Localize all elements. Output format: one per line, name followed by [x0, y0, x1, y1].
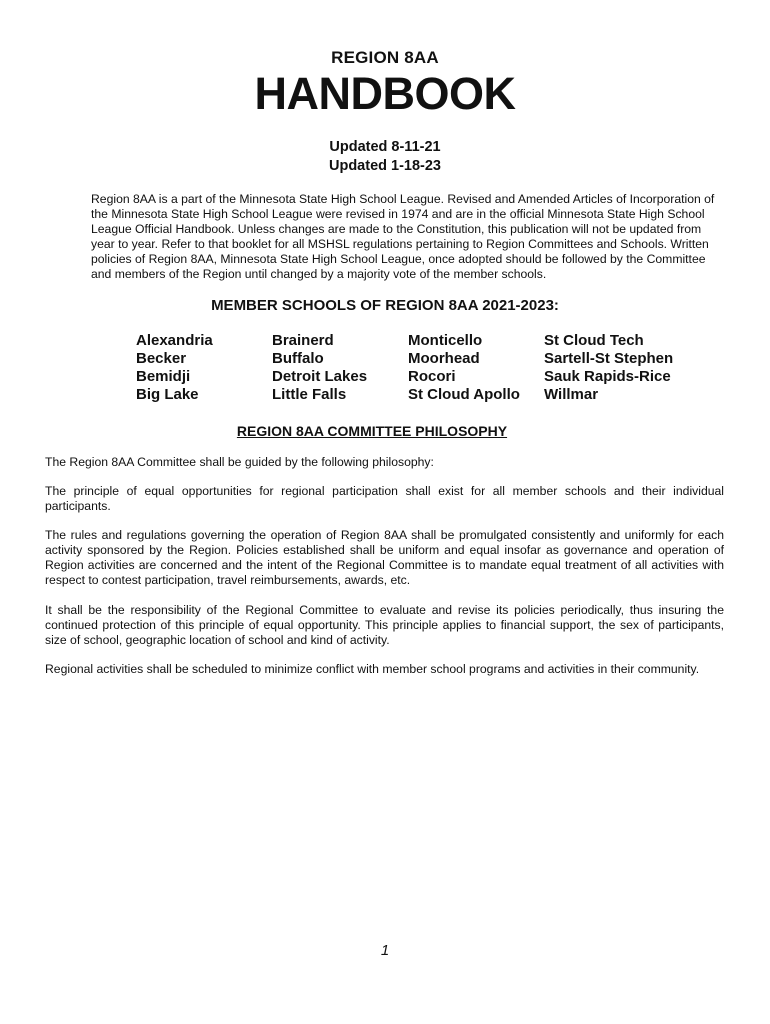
page-number: 1: [380, 942, 390, 959]
school-name: St Cloud Apollo: [408, 386, 520, 403]
school-name: Sauk Rapids-Rice: [544, 368, 671, 385]
school-name: Willmar: [544, 386, 599, 403]
philosophy-heading: REGION 8AA COMMITTEE PHILOSOPHY: [236, 423, 508, 439]
school-name: Little Falls: [272, 386, 347, 403]
updated-date-2: Updated 1-18-23: [328, 158, 441, 174]
intro-paragraph: Region 8AA is a part of the Minnesota State High School League. Revised and Amended Articles of Incorporation of the Minnesota State High School League were revised in 1974 and are in the official Minnesota State High School League Official Handbook. Unless changes are made to the Constitution, this publication will not be updated from year to year. Refer to that booklet for all MSHSL regulations pertaining to Region Committees and Schools. Written policies of Region 8AA, Minnesota State High School League, once adopted should be followed by the Committee and members of the Region until changed by a majority vote of the member schools.: [91, 192, 715, 281]
updated-date-1: Updated 8-11-21: [329, 139, 441, 155]
member-schools-heading: MEMBER SCHOOLS OF REGION 8AA 2021-2023:: [211, 297, 559, 314]
school-name: Sartell-St Stephen: [544, 350, 674, 367]
school-name: St Cloud Tech: [544, 332, 644, 349]
school-name: Monticello: [408, 332, 483, 349]
philosophy-paragraph-rules: The rules and regulations governing the operation of Region 8AA shall be promulgated consistently and uniformly for each activity sponsored by the Region. Policies established shall be uniform and equal insofar as governance and operation of Region activities are concerned and the intent of the Regional Committee is to mandate equal treatment of all activities with respect to contest participation, travel reimbursements, awards, etc.: [45, 528, 724, 587]
school-name: Becker: [136, 350, 187, 367]
philosophy-intro-paragraph: The Region 8AA Committee shall be guided by the following philosophy:: [45, 455, 434, 469]
philosophy-paragraph-equal-opportunity: The principle of equal opportunities for regional participation shall exist for all member schools and their individual participants.: [45, 484, 724, 513]
document-title: HANDBOOK: [254, 68, 516, 119]
school-name: Detroit Lakes: [272, 368, 368, 385]
school-name: Brainerd: [272, 332, 334, 349]
philosophy-paragraph-responsibility: It shall be the responsibility of the Regional Committee to evaluate and revise its policies periodically, thus insuring the continued protection of this principle of equal opportunity. This principle applies to financial support, the sex of participants, size of school, geographic location of school and kind of activity.: [45, 603, 724, 647]
school-name: Alexandria: [136, 332, 213, 349]
member-schools-list: [136, 332, 696, 404]
school-name: Buffalo: [272, 350, 324, 367]
region-label: REGION 8AA: [331, 48, 439, 67]
school-name: Big Lake: [136, 386, 199, 403]
philosophy-paragraph-scheduling: Regional activities shall be scheduled to minimize conflict with member school programs and activities in their community.: [45, 662, 700, 676]
school-name: Rocori: [408, 368, 456, 385]
school-name: Bemidji: [136, 368, 191, 385]
school-name: Moorhead: [408, 350, 480, 367]
